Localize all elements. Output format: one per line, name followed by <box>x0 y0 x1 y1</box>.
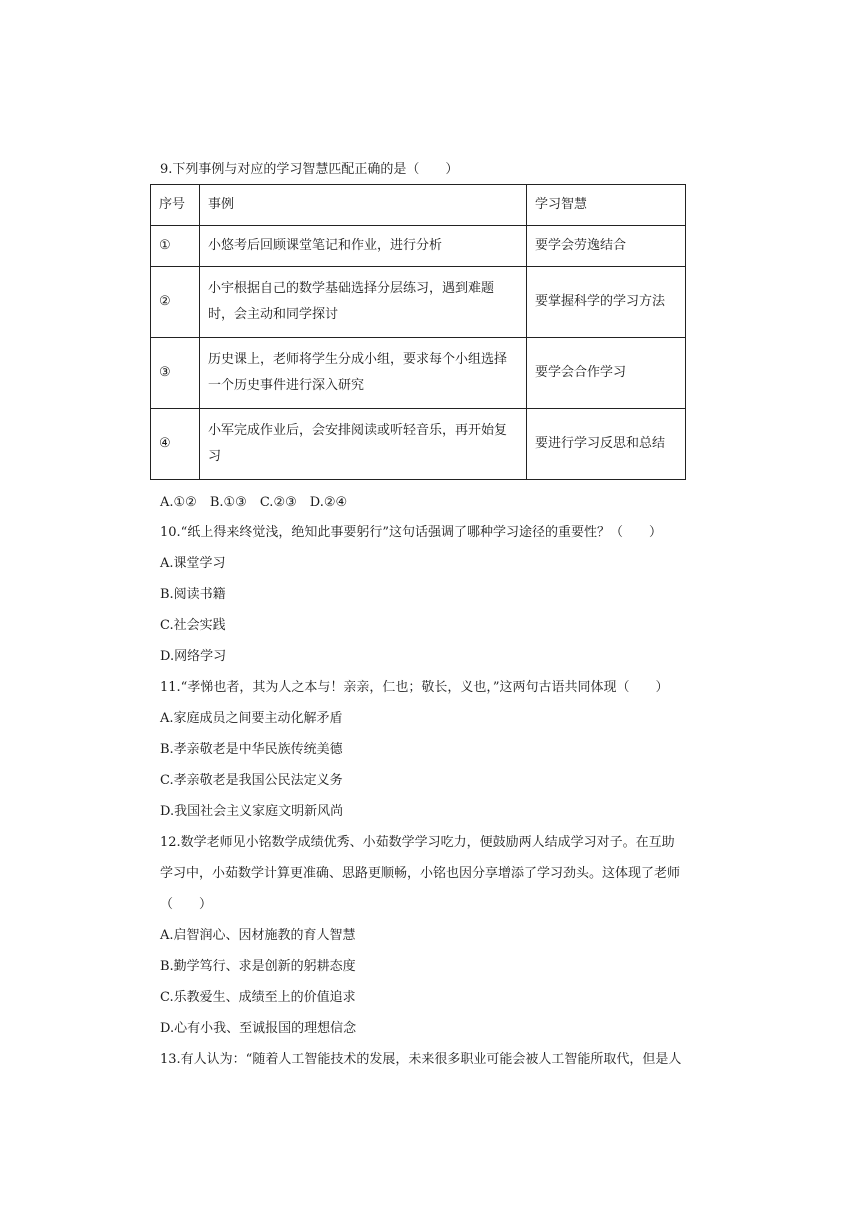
q12-option-a: A.启智润心、因材施教的育人智慧 <box>160 928 356 943</box>
q13-stem-line1: 13.有人认为：“随着人工智能技术的发展，未来很多职业可能会被人工智能所取代，但是人 <box>160 1052 682 1067</box>
q12-stem-line2: 学习中，小茹数学计算更准确、思路更顺畅，小铭也因分享增添了学习劲头。这体现了老师 <box>160 866 681 881</box>
q12-option-c: C.乐教爱生、成绩至上的价值追求 <box>160 990 356 1005</box>
table-row <box>151 338 686 409</box>
row-number: ① <box>151 226 200 267</box>
q12-stem-line3: （ ） <box>160 897 213 912</box>
table-row <box>151 409 686 480</box>
row-example: 小军完成作业后，会安排阅读或听轻音乐，再开始复习 <box>200 409 527 480</box>
row-wisdom: 要进行学习反思和总结 <box>527 409 686 480</box>
q11-stem: 11.“孝悌也者，其为人之本与！亲亲，仁也；敬长，义也，”这两句古语共同体现（ ） <box>160 680 669 695</box>
table-header-row <box>151 185 686 226</box>
table-row <box>151 267 686 338</box>
row-number: ② <box>151 267 200 338</box>
q10-option-b: B.阅读书籍 <box>160 587 226 602</box>
q11-option-a: A.家庭成员之间要主动化解矛盾 <box>160 711 343 726</box>
row-example: 小宇根据自己的数学基础选择分层练习，遇到难题时，会主动和同学探讨 <box>200 267 527 338</box>
q9-stem: 9.下列事例与对应的学习智慧匹配正确的是（ ） <box>160 162 459 177</box>
q10-option-c: C.社会实践 <box>160 618 226 633</box>
row-wisdom: 要学会合作学习 <box>527 338 686 409</box>
row-wisdom: 要掌握科学的学习方法 <box>527 267 686 338</box>
row-example: 历史课上，老师将学生分成小组，要求每个小组选择一个历史事件进行深入研究 <box>200 338 527 409</box>
header-wisdom: 学习智慧 <box>527 185 686 226</box>
header-example: 事例 <box>200 185 527 226</box>
row-number: ④ <box>151 409 200 480</box>
q10-option-d: D.网络学习 <box>160 649 227 664</box>
q10-stem: 10.“纸上得来终觉浅，绝知此事要躬行”这句话强调了哪种学习途径的重要性？（ ） <box>160 525 662 540</box>
q11-option-d: D.我国社会主义家庭文明新风尚 <box>160 804 344 819</box>
q12-option-b: B.勤学笃行、求是创新的躬耕态度 <box>160 959 356 974</box>
q12-option-d: D.心有小我、至诚报国的理想信念 <box>160 1021 357 1036</box>
row-wisdom: 要学会劳逸结合 <box>527 226 686 267</box>
q10-option-a: A.课堂学习 <box>160 556 226 571</box>
q9-table <box>150 184 686 480</box>
row-number: ③ <box>151 338 200 409</box>
table-row <box>151 226 686 267</box>
q12-stem-line1: 12.数学老师见小铭数学成绩优秀、小茹数学学习吃力，便鼓励两人结成学习对子。在互助 <box>160 835 675 850</box>
header-number: 序号 <box>151 185 200 226</box>
q11-option-c: C.孝亲敬老是我国公民法定义务 <box>160 773 343 788</box>
q9-options: A.①② B.①③ C.②③ D.②④ <box>160 495 348 510</box>
row-example: 小悠考后回顾课堂笔记和作业，进行分析 <box>200 226 527 267</box>
q11-option-b: B.孝亲敬老是中华民族传统美德 <box>160 742 343 757</box>
